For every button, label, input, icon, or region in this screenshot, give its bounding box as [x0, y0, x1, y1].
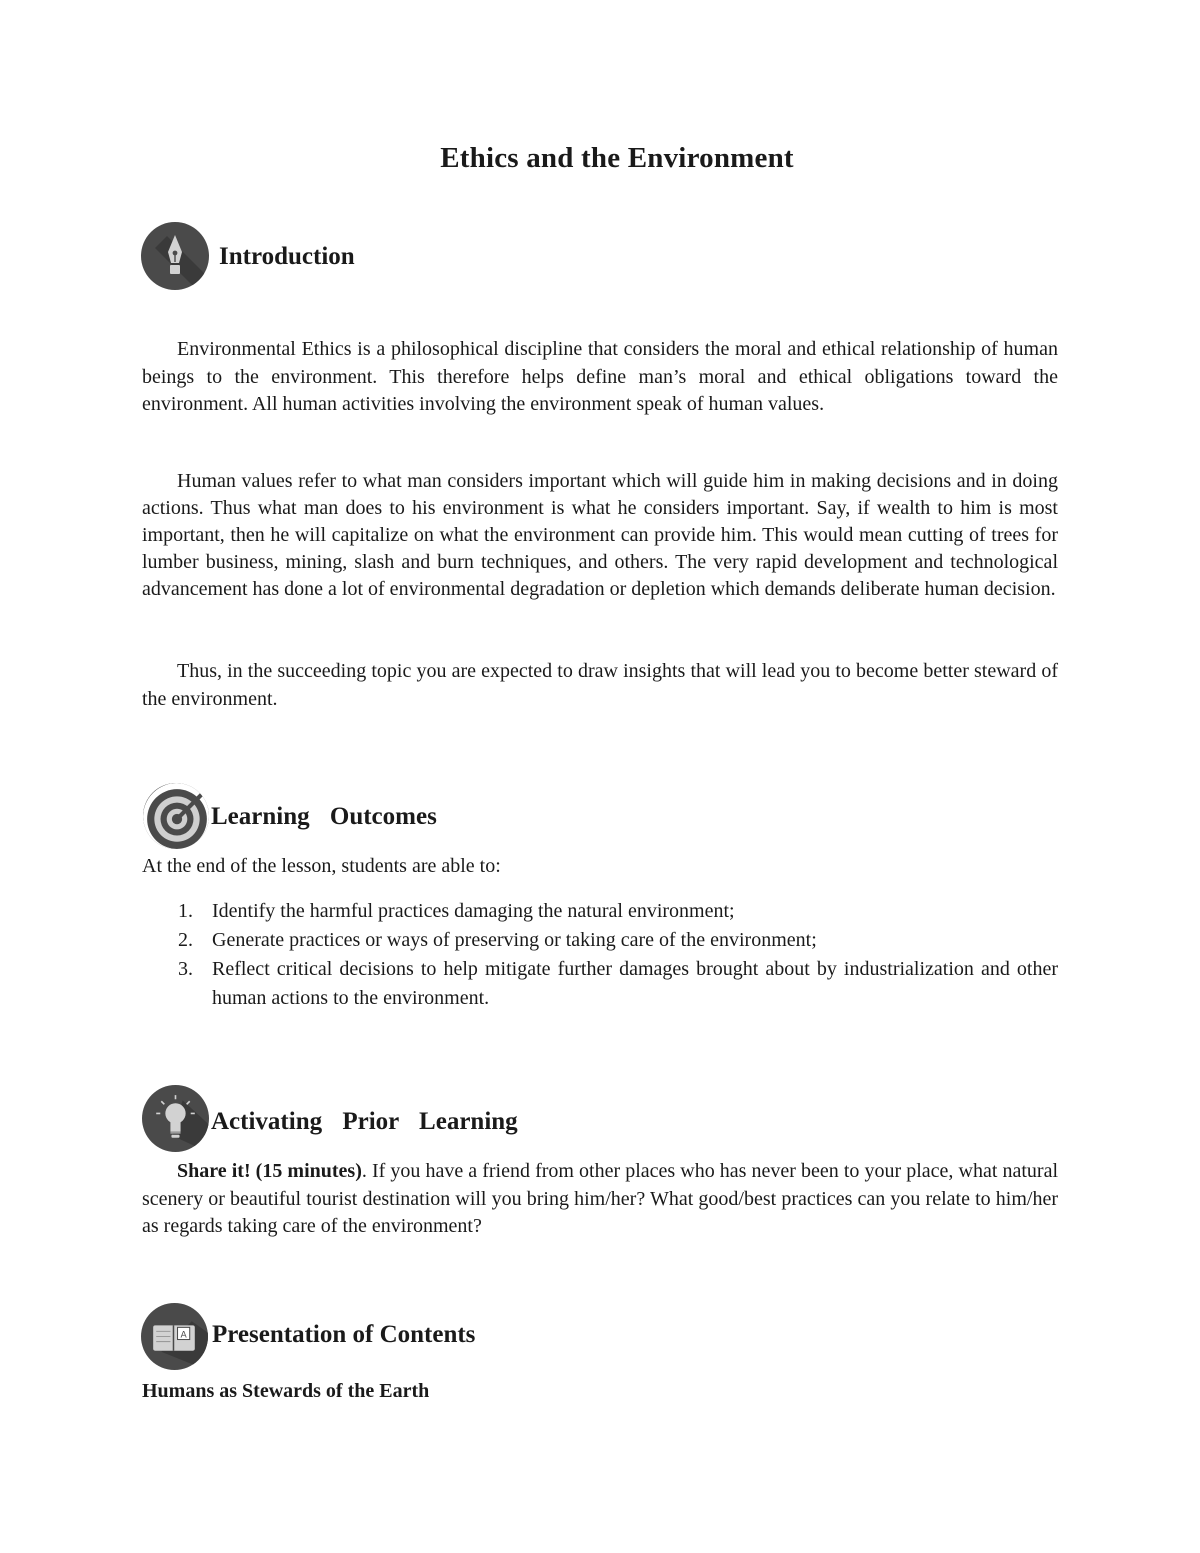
learning-outcomes-list: [142, 897, 1058, 1013]
presentation-of-contents-heading: Presentation of Contents: [212, 1321, 476, 1348]
learning-outcomes-lead: At the end of the lesson, students are able to:: [142, 855, 501, 877]
activating-prior-learning-heading: Activating Prior Learning: [211, 1108, 518, 1135]
document-title: Ethics and the Environment: [440, 142, 794, 174]
activity-label: Share it! (15 minutes): [177, 1160, 362, 1182]
activating-prior-learning-paragraph: [142, 1158, 1058, 1241]
introduction-heading: Introduction: [219, 243, 355, 270]
list-item: [142, 926, 1058, 955]
book-icon: [141, 1303, 208, 1370]
list-item: [142, 955, 1058, 1013]
list-item-number: 1.: [178, 900, 193, 922]
list-item: [142, 897, 1058, 926]
activity-prompt: . If you have a friend from other places who has never been to your place, what natural scenery or beautiful tourist destination will you bring him/her? What good/best practices can you relate to him/her as regards taking care of the environment?: [142, 1160, 1058, 1237]
introduction-paragraph-2: Human values refer to what man considers important which will guide him in making decisions and in doing actions. Thus what man does to his environment is what he considers important. Say, if wealth to him is most important, then he will capitalize on what the environment can provide him. This would mean cutting of trees for lumber business, mining, slash and burn techniques, and others. The very rapid development and technological advancement has done a lot of environmental degradation or depletion which demands deliberate human decision.: [142, 470, 1058, 600]
introduction-paragraph-3: Thus, in the succeeding topic you are expected to draw insights that will lead you to become better steward of the environment.: [142, 660, 1058, 710]
list-item-number: 3.: [178, 958, 193, 980]
svg-text:A: A: [180, 1330, 187, 1341]
lightbulb-icon: [142, 1085, 209, 1152]
list-item-text: Identify the harmful practices damaging the natural environment;: [212, 900, 735, 922]
list-item-text: Reflect critical decisions to help mitigate further damages brought about by industrialization and other human actions to the environment.: [212, 958, 1058, 1009]
section-subheading: Humans as Stewards of the Earth: [142, 1380, 430, 1402]
list-item-number: 2.: [178, 929, 193, 951]
target-icon: [143, 783, 209, 849]
learning-outcomes-heading: Learning Outcomes: [211, 803, 437, 830]
pen-nib-icon: [141, 222, 209, 290]
introduction-paragraph-1: Environmental Ethics is a philosophical discipline that considers the moral and ethical relationship of human beings to the environment. This therefore helps define man’s moral and ethical obligations toward the environment. All human activities involving the environment speak of human values.: [142, 338, 1058, 415]
list-item-text: Generate practices or ways of preserving or taking care of the environment;: [212, 929, 817, 951]
